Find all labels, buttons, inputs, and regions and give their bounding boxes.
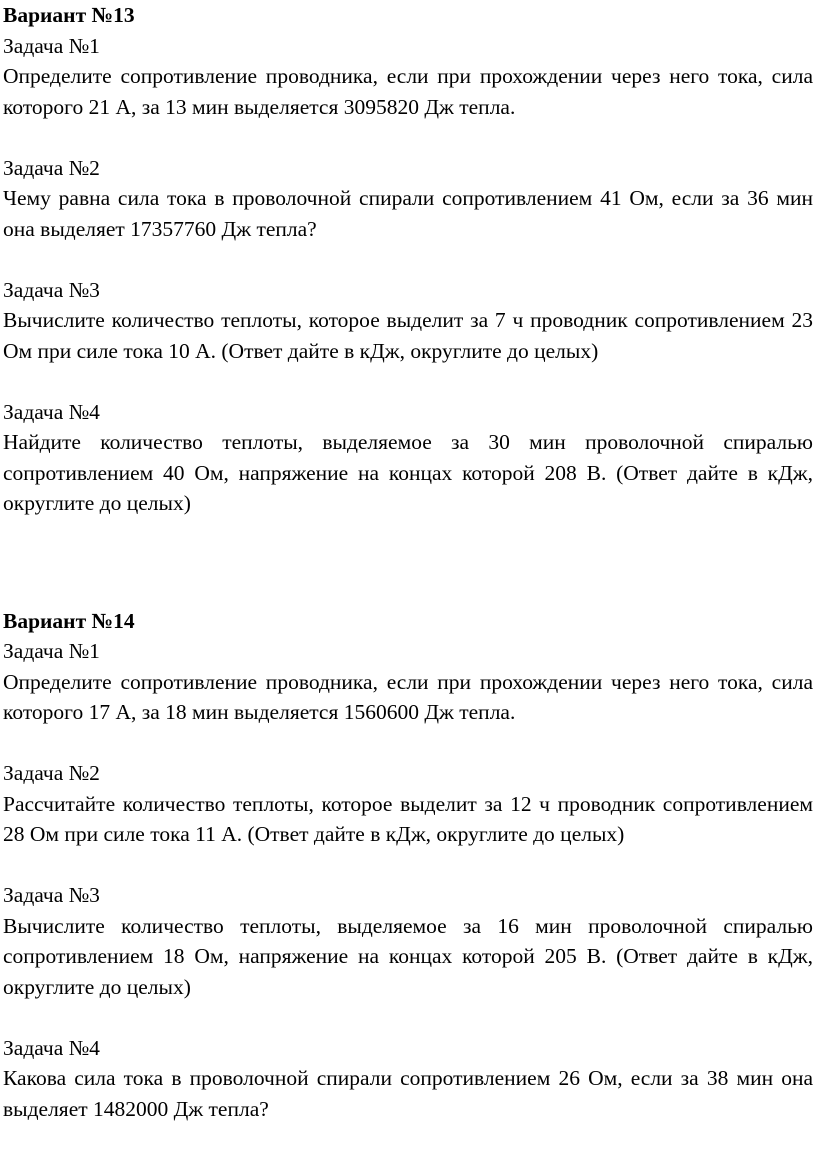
document-page [3, 0, 813, 1124]
task-1 [3, 636, 813, 728]
variant-spacer [3, 519, 813, 606]
variant-title: Вариант №13 [3, 3, 135, 27]
task-text: Вычислите количество теплоты, выделяемое за 16 мин проволочной спиралью сопротивлением 18 Ом, напряжение на концах которой 205 В. (Ответ дайте в кДж, округлите до целых) [3, 913, 813, 999]
task-title: Задача №1 [3, 639, 100, 663]
task-text: Какова сила тока в проволочной спирали сопротивлением 26 Ом, если за 38 мин она выделяет 1482000 Дж тепла? [3, 1066, 813, 1121]
variant-14 [3, 606, 813, 1125]
task-text: Определите сопротивление проводника, если при прохождении через него тока, сила которого 17 А, за 18 мин выделяется 1560600 Дж тепла. [3, 669, 813, 724]
variant-13 [3, 0, 813, 519]
task-title: Задача №2 [3, 155, 100, 180]
task-4 [3, 397, 813, 519]
task-title: Задача №3 [3, 883, 100, 907]
task-title: Задача №4 [3, 399, 100, 424]
task-text: Чему равна сила тока в проволочной спирали сопротивлением 41 Ом, если за 36 мин она выделяет 17357760 Дж тепла? [3, 186, 813, 241]
task-3 [3, 880, 813, 1002]
task-title: Задача №1 [3, 33, 100, 58]
task-1 [3, 31, 813, 123]
task-4 [3, 1033, 813, 1125]
task-title: Задача №3 [3, 277, 100, 302]
variant-title: Вариант №14 [3, 608, 135, 633]
task-3 [3, 275, 813, 367]
task-text: Рассчитайте количество теплоты, которое выделит за 12 ч проводник сопротивлением 28 Ом при силе тока 11 А. (Ответ дайте в кДж, округлите до целых) [3, 791, 813, 846]
task-2 [3, 758, 813, 850]
task-2 [3, 153, 813, 245]
task-text: Вычислите количество теплоты, которое выделит за 7 ч проводник сопротивлением 23 Ом при силе тока 10 А. (Ответ дайте в кДж, округлите до целых) [3, 308, 813, 363]
task-text: Определите сопротивление проводника, если при прохождении через него тока, сила которого 21 А, за 13 мин выделяется 3095820 Дж тепла. [3, 64, 813, 119]
task-text: Найдите количество теплоты, выделяемое за 30 мин проволочной спиралью сопротивлением 40 Ом, напряжение на концах которой 208 В. (Ответ дайте в кДж, округлите до целых) [3, 430, 813, 515]
task-title: Задача №4 [3, 1035, 100, 1060]
task-title: Задача №2 [3, 761, 100, 785]
